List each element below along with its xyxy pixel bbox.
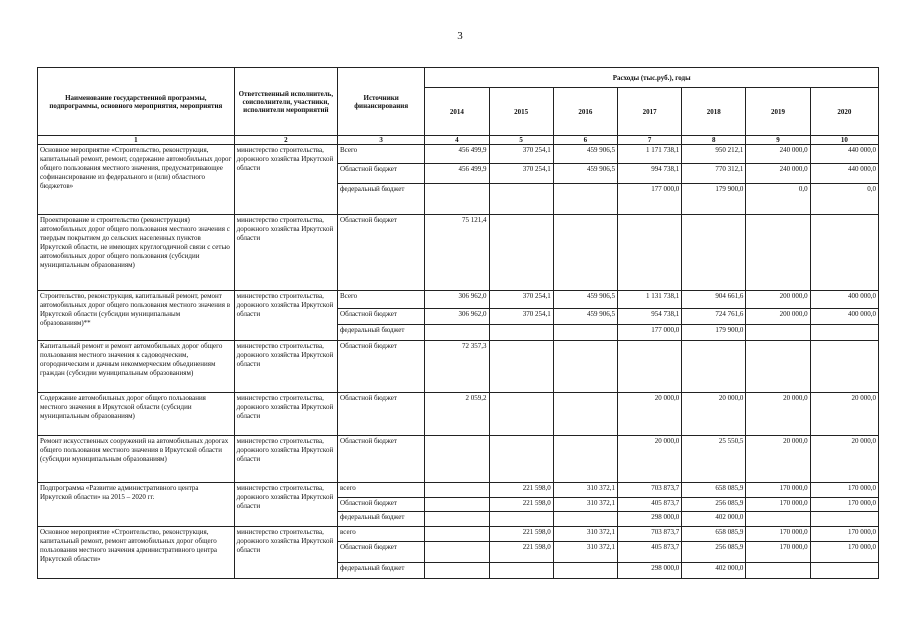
amount-cell: 179 900,0 xyxy=(682,184,746,215)
amount-cell: 770 312,1 xyxy=(682,164,746,184)
amount-cell: 200 000,0 xyxy=(746,291,810,309)
column-index: 2 xyxy=(234,136,337,145)
amount-cell: 402 000,0 xyxy=(682,563,746,579)
funding-source-cell: Всего xyxy=(338,145,425,164)
amount-cell: 240 000,0 xyxy=(746,145,810,164)
amount-cell: 1 131 738,1 xyxy=(617,291,681,309)
amount-cell: 170 000,0 xyxy=(810,527,878,542)
executor-cell: министерство строительства, дорожного хозяйства Иркутской области xyxy=(234,436,337,483)
column-index-row xyxy=(38,136,879,145)
table-body xyxy=(38,145,879,579)
amount-cell: 459 906,5 xyxy=(553,145,617,164)
amount-cell xyxy=(489,436,553,483)
amount-cell xyxy=(489,184,553,215)
amount-cell: 950 212,1 xyxy=(682,145,746,164)
amount-cell: 221 598,0 xyxy=(489,498,553,512)
amount-cell xyxy=(425,436,489,483)
amount-cell xyxy=(425,512,489,527)
amount-cell xyxy=(810,512,878,527)
funding-source-cell: федеральный бюджет xyxy=(338,512,425,527)
program-name-cell: Основное мероприятие «Строительство, реконструкция, капитальный ремонт, ремонт автомобильных дорог общего пользования местного значения административного центра Иркутской области» xyxy=(38,527,235,579)
amount-cell: 370 254,1 xyxy=(489,145,553,164)
amount-cell xyxy=(553,341,617,393)
amount-cell: 179 900,0 xyxy=(682,325,746,341)
amount-cell: 456 499,9 xyxy=(425,145,489,164)
amount-cell: 703 873,7 xyxy=(617,483,681,498)
amount-cell: 0,0 xyxy=(810,184,878,215)
amount-cell: 170 000,0 xyxy=(746,527,810,542)
amount-cell: 177 000,0 xyxy=(617,325,681,341)
amount-cell: 456 499,9 xyxy=(425,164,489,184)
amount-cell xyxy=(425,563,489,579)
header-executor: Ответственный исполнитель, соисполнители, участники, исполнители мероприятий xyxy=(234,68,337,136)
funding-source-cell: федеральный бюджет xyxy=(338,184,425,215)
table-row xyxy=(38,393,879,436)
page-number: 3 xyxy=(457,30,463,42)
amount-cell xyxy=(489,393,553,436)
amount-cell xyxy=(553,325,617,341)
column-index: 3 xyxy=(338,136,425,145)
amount-cell: 310 372,1 xyxy=(553,527,617,542)
amount-cell: 200 000,0 xyxy=(746,309,810,325)
amount-cell: 221 598,0 xyxy=(489,483,553,498)
amount-cell: 400 000,0 xyxy=(810,291,878,309)
amount-cell: 20 000,0 xyxy=(810,436,878,483)
amount-cell xyxy=(425,184,489,215)
column-index: 8 xyxy=(682,136,746,145)
funding-source-cell: всего xyxy=(338,483,425,498)
amount-cell xyxy=(553,184,617,215)
amount-cell: 440 000,0 xyxy=(810,145,878,164)
amount-cell xyxy=(746,512,810,527)
column-index: 1 xyxy=(38,136,235,145)
amount-cell: 459 906,5 xyxy=(553,309,617,325)
amount-cell: 904 661,6 xyxy=(682,291,746,309)
amount-cell: 75 121,4 xyxy=(425,215,489,291)
funding-source-cell: Всего xyxy=(338,291,425,309)
header-expenses: Расходы (тыс.руб.), годы xyxy=(425,68,879,88)
program-name-cell: Проектирование и строительство (реконструкция) автомобильных дорог общего пользования местного значения с твердым покрытием до сельских населенных пунктов Иркутской области, не имеющих круглогодичной связи с сетью автомобильных дорог общего пользования (субсидии муниципальным образованиям) xyxy=(38,215,235,291)
amount-cell: 72 357,3 xyxy=(425,341,489,393)
column-index: 5 xyxy=(489,136,553,145)
amount-cell: 306 962,0 xyxy=(425,309,489,325)
amount-cell xyxy=(489,563,553,579)
funding-source-cell: Областной бюджет xyxy=(338,436,425,483)
amount-cell: 405 873,7 xyxy=(617,498,681,512)
funding-source-cell: Областной бюджет xyxy=(338,498,425,512)
amount-cell: 370 254,1 xyxy=(489,309,553,325)
amount-cell: 310 372,1 xyxy=(553,542,617,563)
amount-cell: 658 085,9 xyxy=(682,483,746,498)
amount-cell: 1 171 738,1 xyxy=(617,145,681,164)
funding-source-cell: Областной бюджет xyxy=(338,542,425,563)
header-year: 2016 xyxy=(553,88,617,136)
amount-cell: 2 059,2 xyxy=(425,393,489,436)
funding-source-cell: федеральный бюджет xyxy=(338,325,425,341)
amount-cell xyxy=(746,325,810,341)
table-row xyxy=(38,436,879,483)
amount-cell: 306 962,0 xyxy=(425,291,489,309)
program-name-cell: Содержание автомобильных дорог общего пользования местного значения в Иркутской области (субсидии муниципальным образованиям) xyxy=(38,393,235,436)
amount-cell: 256 085,9 xyxy=(682,498,746,512)
amount-cell: 459 906,5 xyxy=(553,291,617,309)
amount-cell xyxy=(489,512,553,527)
amount-cell xyxy=(489,325,553,341)
amount-cell: 310 372,1 xyxy=(553,498,617,512)
funding-source-cell: Областной бюджет xyxy=(338,393,425,436)
amount-cell xyxy=(425,325,489,341)
table-row xyxy=(38,215,879,291)
budget-table xyxy=(37,67,879,579)
executor-cell: министерство строительства, дорожного хозяйства Иркутской области xyxy=(234,215,337,291)
executor-cell: министерство строительства, дорожного хозяйства Иркутской области xyxy=(234,145,337,215)
column-index: 9 xyxy=(746,136,810,145)
executor-cell: министерство строительства, дорожного хозяйства Иркутской области xyxy=(234,393,337,436)
amount-cell xyxy=(553,512,617,527)
amount-cell: 402 000,0 xyxy=(682,512,746,527)
amount-cell: 310 372,1 xyxy=(553,483,617,498)
funding-source-cell: Областной бюджет xyxy=(338,215,425,291)
amount-cell: 20 000,0 xyxy=(617,436,681,483)
amount-cell: 170 000,0 xyxy=(746,542,810,563)
amount-cell xyxy=(553,436,617,483)
amount-cell: 703 873,7 xyxy=(617,527,681,542)
executor-cell: министерство строительства, дорожного хозяйства Иркутской области xyxy=(234,527,337,579)
amount-cell: 20 000,0 xyxy=(746,436,810,483)
amount-cell: 994 738,1 xyxy=(617,164,681,184)
funding-source-cell: Областной бюджет xyxy=(338,164,425,184)
program-name-cell: Ремонт искусственных сооружений на автомобильных дорогах общего пользования местного значения в Иркутской области (субсидии муниципальным образованиям) xyxy=(38,436,235,483)
amount-cell xyxy=(489,341,553,393)
header-year: 2020 xyxy=(810,88,878,136)
amount-cell: 240 000,0 xyxy=(746,164,810,184)
program-name-cell: Основное мероприятие «Строительство, реконструкция, капитальный ремонт, ремонт, содержание автомобильных дорог общего пользования местного значения, предусматривающее софинансирование из федерального и (или) областного бюджетов» xyxy=(38,145,235,215)
amount-cell xyxy=(617,215,681,291)
amount-cell: 405 873,7 xyxy=(617,542,681,563)
amount-cell: 221 598,0 xyxy=(489,527,553,542)
amount-cell xyxy=(810,215,878,291)
amount-cell xyxy=(553,563,617,579)
table-row xyxy=(38,145,879,164)
amount-cell: 170 000,0 xyxy=(810,483,878,498)
amount-cell: 440 000,0 xyxy=(810,164,878,184)
amount-cell xyxy=(810,563,878,579)
amount-cell: 954 738,1 xyxy=(617,309,681,325)
amount-cell: 370 254,1 xyxy=(489,164,553,184)
amount-cell: 400 000,0 xyxy=(810,309,878,325)
header-year: 2014 xyxy=(425,88,489,136)
amount-cell: 25 550,5 xyxy=(682,436,746,483)
amount-cell: 20 000,0 xyxy=(810,393,878,436)
amount-cell: 221 598,0 xyxy=(489,542,553,563)
amount-cell xyxy=(810,341,878,393)
amount-cell xyxy=(810,325,878,341)
amount-cell xyxy=(746,563,810,579)
executor-cell: министерство строительства, дорожного хозяйства Иркутской области xyxy=(234,291,337,341)
amount-cell: 177 000,0 xyxy=(617,184,681,215)
program-name-cell: Строительство, реконструкция, капитальный ремонт, ремонт автомобильных дорог общего пользования местного значения в Иркутской области (субсидии муниципальным образованиям)** xyxy=(38,291,235,341)
funding-source-cell: Областной бюджет xyxy=(338,341,425,393)
column-index: 7 xyxy=(617,136,681,145)
amount-cell xyxy=(746,215,810,291)
column-index: 6 xyxy=(553,136,617,145)
header-program-name: Наименование государственной программы, подпрограммы, основного мероприятия, мероприятия xyxy=(38,68,235,136)
amount-cell: 20 000,0 xyxy=(682,393,746,436)
amount-cell xyxy=(489,215,553,291)
amount-cell: 170 000,0 xyxy=(810,542,878,563)
amount-cell xyxy=(425,542,489,563)
amount-cell xyxy=(553,215,617,291)
amount-cell: 170 000,0 xyxy=(746,498,810,512)
header-year: 2015 xyxy=(489,88,553,136)
program-name-cell: Подпрограмма «Развитие административного центра Иркутской области» на 2015 – 2020 гг. xyxy=(38,483,235,527)
amount-cell xyxy=(425,483,489,498)
header-year: 2017 xyxy=(617,88,681,136)
table-row xyxy=(38,341,879,393)
amount-cell xyxy=(617,341,681,393)
amount-cell: 20 000,0 xyxy=(617,393,681,436)
header-year: 2019 xyxy=(746,88,810,136)
amount-cell: 170 000,0 xyxy=(746,483,810,498)
amount-cell: 459 906,5 xyxy=(553,164,617,184)
amount-cell: 658 085,9 xyxy=(682,527,746,542)
funding-source-cell: федеральный бюджет xyxy=(338,563,425,579)
program-name-cell: Капитальный ремонт и ремонт автомобильных дорог общего пользования местного значения к садоводческим, огородническим и дачным некоммерческим объединениям граждан (субсидии муниципальным образованиям) xyxy=(38,341,235,393)
table-row xyxy=(38,483,879,498)
amount-cell xyxy=(682,215,746,291)
amount-cell: 20 000,0 xyxy=(746,393,810,436)
header-year: 2018 xyxy=(682,88,746,136)
funding-source-cell: всего xyxy=(338,527,425,542)
amount-cell xyxy=(425,527,489,542)
amount-cell xyxy=(425,498,489,512)
funding-source-cell: Областной бюджет xyxy=(338,309,425,325)
amount-cell xyxy=(746,341,810,393)
amount-cell: 0,0 xyxy=(746,184,810,215)
header-source: Источники финансирования xyxy=(338,68,425,136)
amount-cell: 370 254,1 xyxy=(489,291,553,309)
column-index: 10 xyxy=(810,136,878,145)
amount-cell: 298 000,0 xyxy=(617,512,681,527)
amount-cell: 298 000,0 xyxy=(617,563,681,579)
amount-cell: 170 000,0 xyxy=(810,498,878,512)
column-index: 4 xyxy=(425,136,489,145)
amount-cell xyxy=(553,393,617,436)
executor-cell: министерство строительства, дорожного хозяйства Иркутской области xyxy=(234,483,337,527)
amount-cell: 256 085,9 xyxy=(682,542,746,563)
amount-cell xyxy=(682,341,746,393)
amount-cell: 724 761,6 xyxy=(682,309,746,325)
table-row xyxy=(38,527,879,542)
table-row xyxy=(38,291,879,309)
executor-cell: министерство строительства, дорожного хозяйства Иркутской области xyxy=(234,341,337,393)
